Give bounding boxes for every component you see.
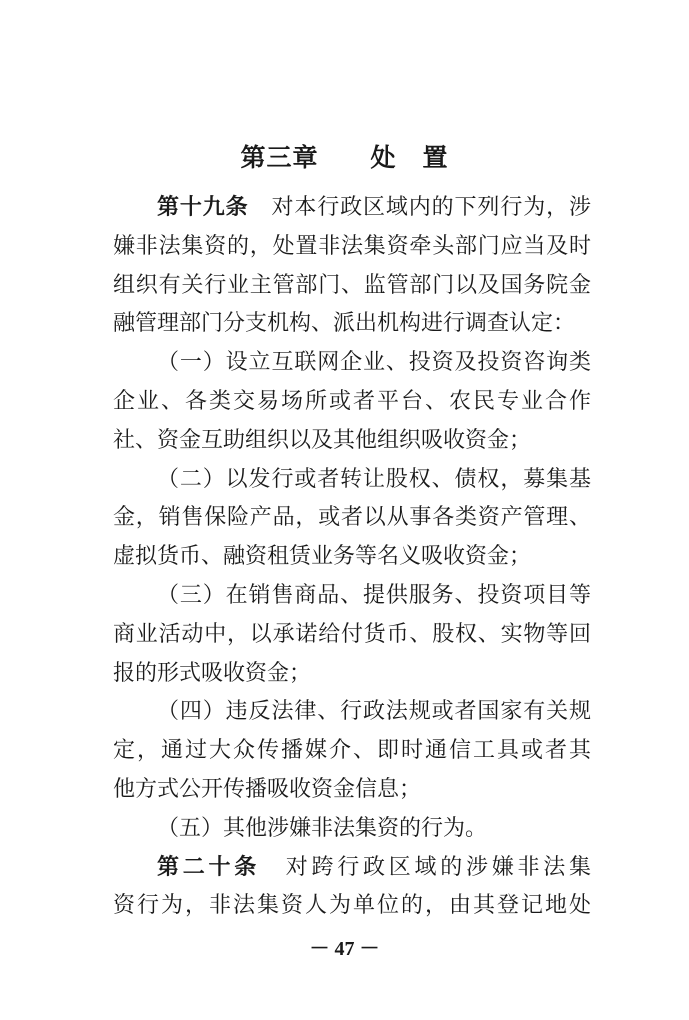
article-19-text: 对本行政区域内的下列行为，涉	[248, 195, 591, 220]
article-19-line-2: 嫌非法集资的，处置非法集资牵头部门应当及时	[113, 233, 591, 259]
page-number: － 47 －	[309, 938, 380, 961]
item-1-line-1: （一）设立互联网企业、投资及投资咨询类	[157, 350, 591, 376]
item-3-line-2: 商业活动中，以承诺给付货币、股权、实物等回	[113, 621, 591, 647]
item-2-line-3: 虚拟货币、融资租赁业务等名义吸收资金；	[113, 544, 532, 570]
item-1-line-3: 社、资金互助组织以及其他组织吸收资金；	[113, 427, 532, 453]
item-1-line-2: 企业、各类交易场所或者平台、农民专业合作	[113, 389, 591, 414]
item-4-line-2: 定，通过大众传播媒介、即时通信工具或者其	[113, 738, 591, 764]
article-20-heading: 第二十条	[157, 854, 260, 880]
item-4-line-1: （四）违反法律、行政法规或者国家有关规	[157, 699, 591, 725]
article-19-line-1	[157, 187, 591, 229]
article-19-line-3: 组织有关行业主管部门、监管部门以及国务院金	[113, 272, 591, 298]
item-4-line-3: 他方式公开传播吸收资金信息；	[113, 777, 422, 802]
article-20-line-2: 资行为，非法集资人为单位的，由其登记地处	[113, 893, 591, 919]
article-19-line-4: 融管理部门分支机构、派出机构进行调查认定：	[113, 311, 576, 337]
item-3-line-3: 报的形式吸收资金；	[113, 660, 312, 686]
chapter-title: 第三章 处 置	[240, 143, 449, 172]
article-20-line-1	[157, 847, 591, 889]
article-20-text: 对跨行政区域的涉嫌非法集	[260, 854, 591, 880]
item-2-line-1: （二）以发行或者转让股权、债权，募集基	[157, 466, 591, 492]
item-2-line-2: 金，销售保险产品，或者以从事各类资产管理、	[113, 505, 591, 531]
item-5-line-1: （五）其他涉嫌非法集资的行为。	[157, 815, 488, 841]
article-19-heading: 第十九条	[157, 195, 249, 220]
item-3-line-1: （三）在销售商品、提供服务、投资项目等	[157, 583, 591, 608]
